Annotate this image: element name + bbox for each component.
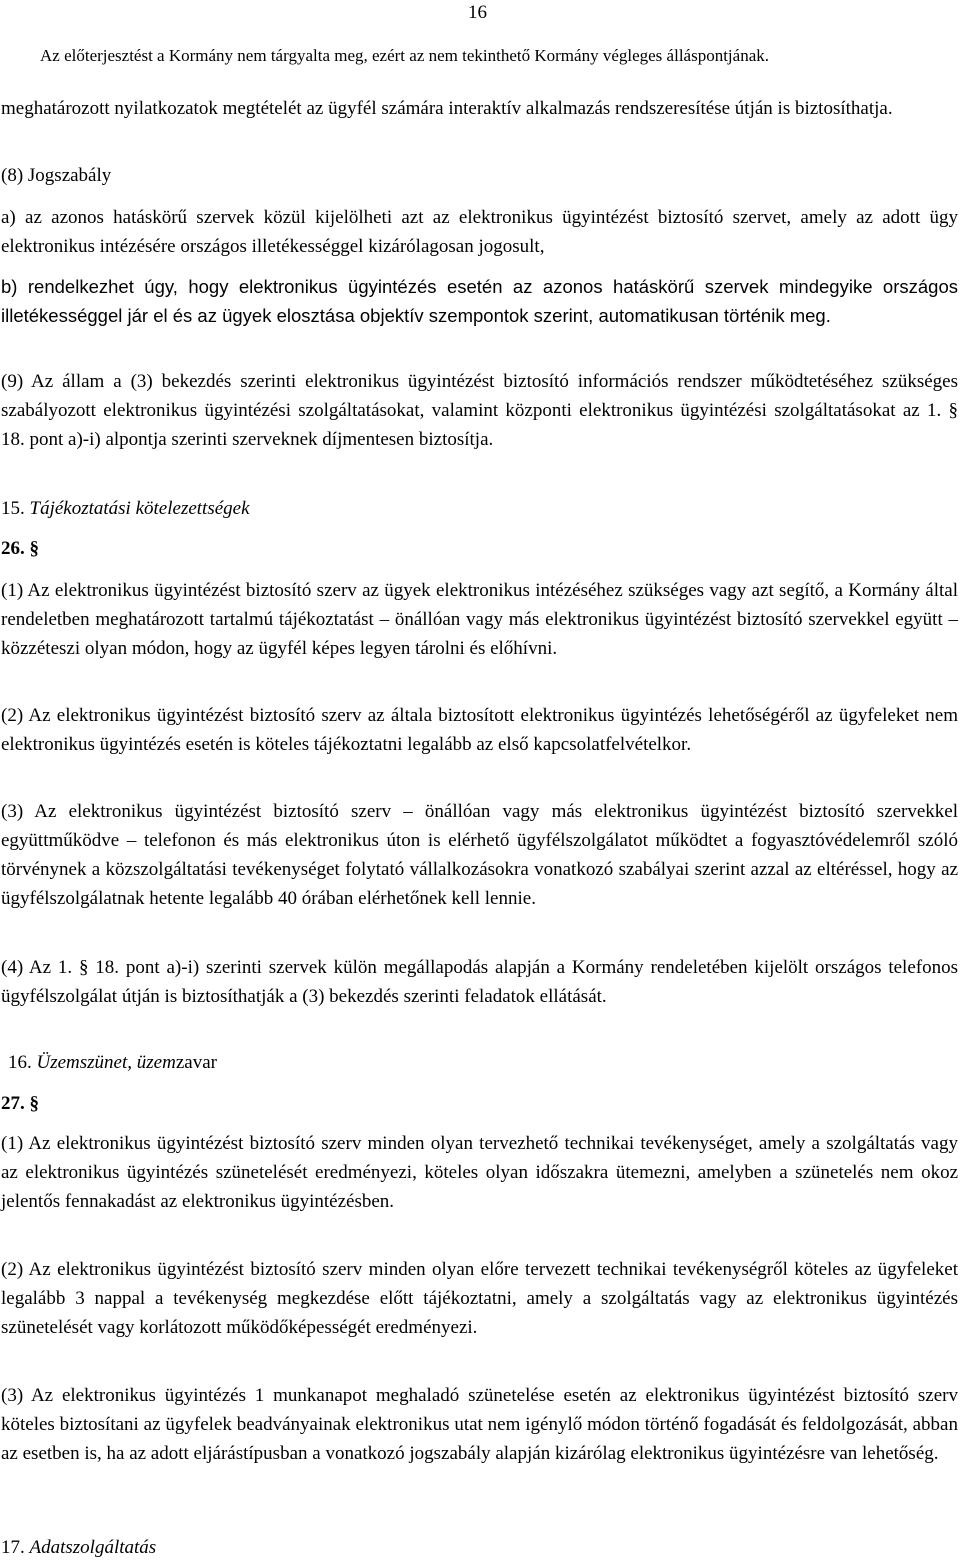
page-number: 16 <box>468 2 487 23</box>
section-26-1: (1) Az elektronikus ügyintézést biztosító szerv az ügyek elektronikus intézéséhez szükséges vagy azt segítő, a Kormány által rendeletben meghatározott tartalmú tájékoztatást – önállóan vagy más elektronikus ügyintézést biztosító szervekkel együtt – közzéteszi olyan módon, hogy az ügyfél képes legyen tárolni és előhívni. <box>1 580 958 659</box>
section-15-heading <box>1 494 250 523</box>
paragraph-27-label: 27. § <box>1 1093 39 1114</box>
section-27-2: (2) Az elektronikus ügyintézést biztosító szerv minden olyan előre tervezett technikai tevékenységről köteles az ügyfeleket legalább 3 nappal a tevékenység megkezdése előtt tájékoztatni, amely a szolgáltatás vagy az elektronikus ügyintézés szünetelését vagy korlátozott működőképességét eredményezi. <box>1 1259 958 1338</box>
paragraph-8: (8) Jogszabály <box>1 165 112 186</box>
page-header-notice: Az előterjesztést a Kormány nem tárgyalta meg, ezért az nem tekinthető Kormány végleges álláspontjának. <box>40 46 769 65</box>
section-27-3: (3) Az elektronikus ügyintézés 1 munkanapot meghaladó szünetelése esetén az elektronikus ügyintézést biztosító szerv köteles biztosítani az ügyfelek beadványainak elektronikus utat nem igénylő módon történő fogadását és feldolgozását, abban az esetben is, ha az adott eljárástípusban a vonatkozó jogszabály alapján kizárólag elektronikus ügyintézésre van lehetőség. <box>1 1385 958 1464</box>
section-17-number: 17. <box>1 1537 30 1558</box>
paragraph-8a: a) az azonos hatáskörű szervek közül kijelölheti azt az elektronikus ügyintézést biztosító szervet, amely az adott ügy elektronikus intézésére országos illetékességgel kizárólagosan jogosult, <box>1 207 958 257</box>
section-17-heading <box>1 1533 156 1562</box>
section-16-title-italic: Üzemszünet, üzem <box>36 1052 176 1073</box>
paragraph-26-label: 26. § <box>1 538 39 559</box>
section-16-title-rest: zavar <box>175 1052 217 1073</box>
section-17-title: Adatszolgáltatás <box>29 1537 157 1558</box>
section-15-number: 15. <box>1 498 30 519</box>
section-26-3: (3) Az elektronikus ügyintézést biztosító szerv – önállóan vagy más elektronikus ügyintézést biztosító szervekkel együttműködve – telefonon és más elektronikus úton is elérhető ügyfélszolgálatot működtet a fogyasztóvédelemről szóló törvénynek a közszolgáltatási tevékenységet folytató vállalkozásokra vonatkozó szabályai szerint azzal az eltéréssel, hogy az ügyfélszolgálatnak hetente legalább 40 órában elérhetőnek kell lennie. <box>1 801 958 909</box>
intro-paragraph: meghatározott nyilatkozatok megtételét az ügyfél számára interaktív alkalmazás rendszeresítése útján is biztosíthatja. <box>1 98 893 119</box>
paragraph-9: (9) Az állam a (3) bekezdés szerinti elektronikus ügyintézést biztosító információs rendszer működtetéséhez szükséges szabályozott elektronikus ügyintézési szolgáltatásokat, valamint központi elektronikus ügyintézési szolgáltatásokat az 1. § 18. pont a)-i) alpontja szerinti szerveknek díjmentesen biztosítja. <box>1 371 958 450</box>
paragraph-8b: b) rendelkezhet úgy, hogy elektronikus ügyintézés esetén az azonos hatáskörű szervek mindegyike országos illetékességgel jár el és az ügyek elosztása objektív szempontok szerint, automatikusan történik meg. <box>1 276 958 326</box>
section-16-number: 16. <box>8 1052 37 1073</box>
section-26-4: (4) Az 1. § 18. pont a)-i) szerinti szervek külön megállapodás alapján a Kormány rendeletében kijelölt országos telefonos ügyfélszolgálat útján is biztosíthatják a (3) bekezdés szerinti feladatok ellátását. <box>1 957 958 1007</box>
section-16-heading <box>8 1048 217 1077</box>
section-27-1: (1) Az elektronikus ügyintézést biztosító szerv minden olyan tervezhető technikai tevékenységet, amely a szolgáltatás vagy az elektronikus ügyintézés szünetelését eredményezi, köteles olyan időszakra ütemezni, amelyben a szünetelés nem okoz jelentős fennakadást az elektronikus ügyintézésben. <box>1 1133 958 1212</box>
section-15-title: Tájékoztatási kötelezettségek <box>29 498 250 519</box>
section-26-2: (2) Az elektronikus ügyintézést biztosító szerv az általa biztosított elektronikus ügyintézés lehetőségéről az ügyfeleket nem elektronikus ügyintézés esetén is köteles tájékoztatni legalább az első kapcsolatfelvételkor. <box>1 705 958 755</box>
